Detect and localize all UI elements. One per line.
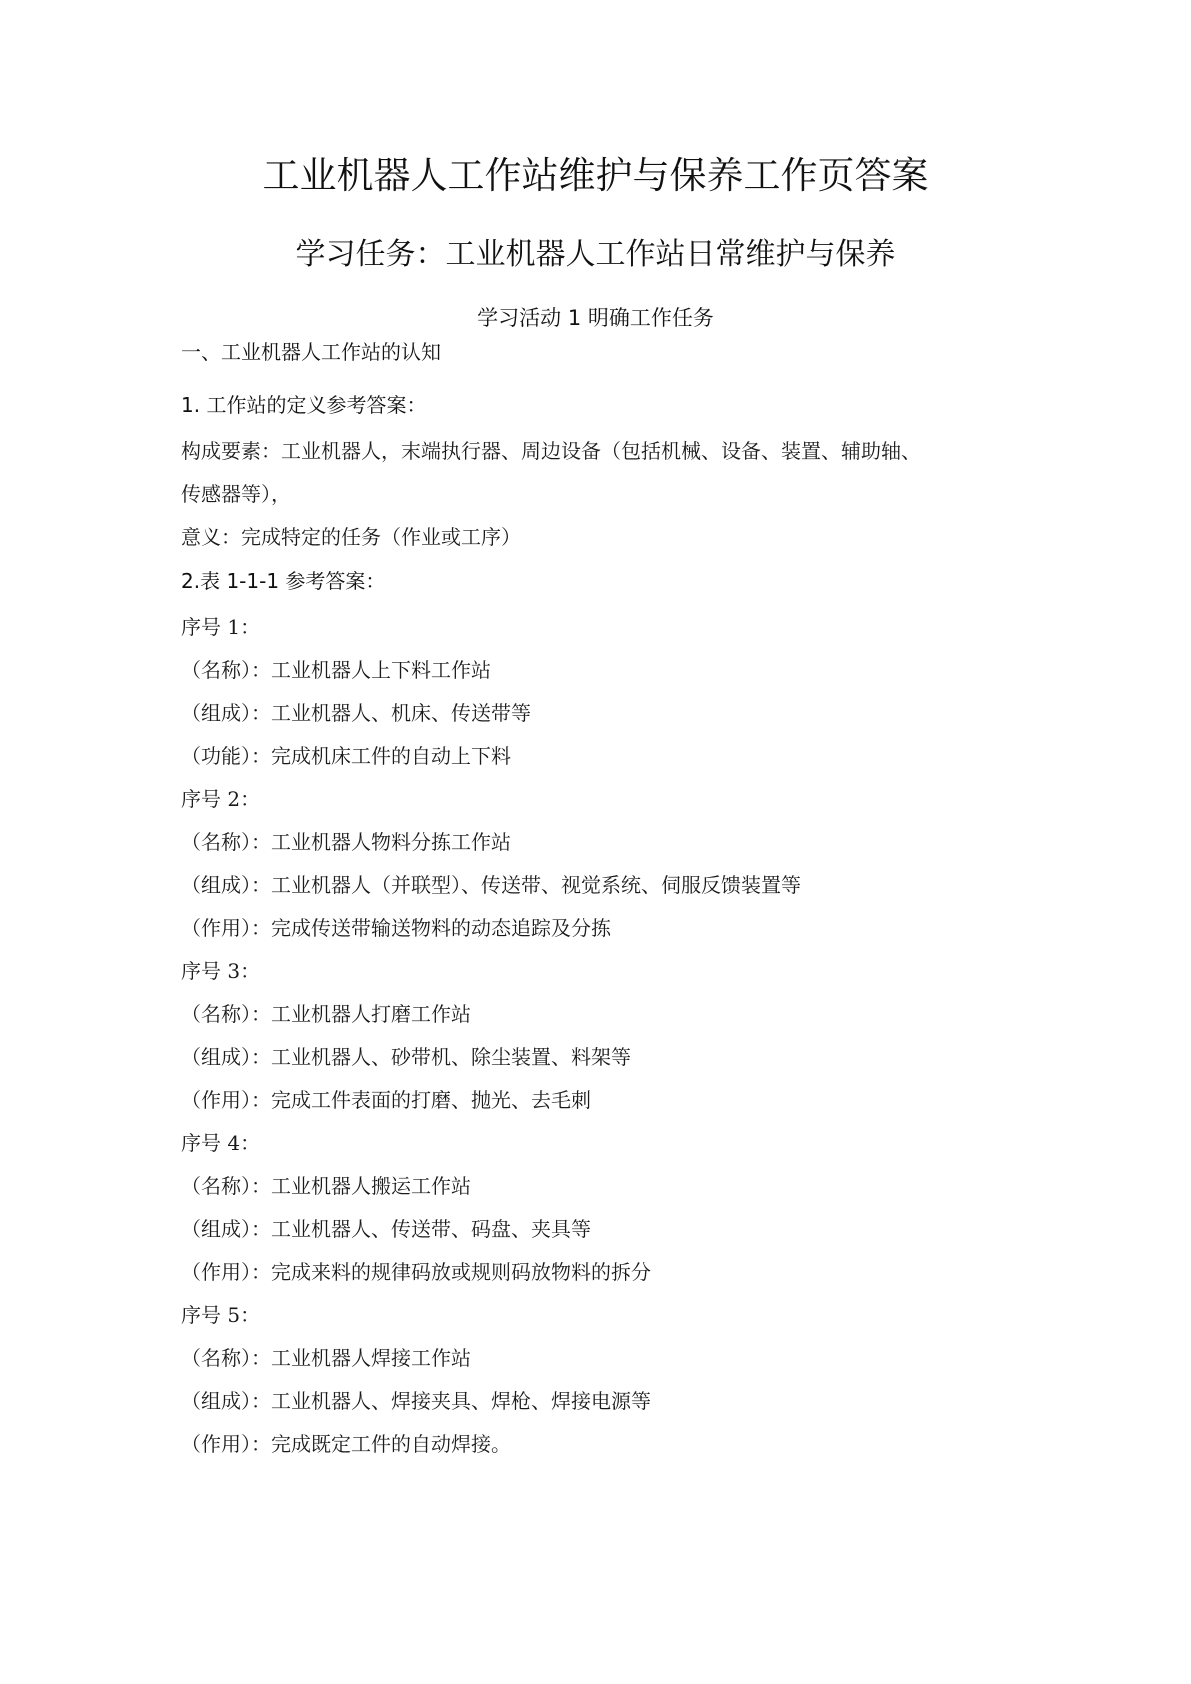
item-name: （名称）：工业机器人搬运工作站 (181, 1174, 471, 1198)
item-label: 序号 4： (181, 1131, 261, 1155)
item-function: （作用）：完成来料的规律码放或规则码放物料的拆分 (181, 1260, 651, 1284)
activity-heading: 学习活动 1 明确工作任务 (477, 306, 714, 330)
item-function: （功能）：完成机床工件的自动上下料 (181, 744, 511, 768)
item-label: 序号 5： (181, 1303, 261, 1327)
item-name: （名称）：工业机器人打磨工作站 (181, 1002, 471, 1026)
question-1-heading: 1. 工作站的定义参考答案： (181, 393, 427, 417)
item-function: （作用）：完成工件表面的打磨、抛光、去毛刺 (181, 1088, 591, 1112)
item-composition: （组成）：工业机器人、焊接夹具、焊枪、焊接电源等 (181, 1389, 651, 1413)
item-label: 序号 3： (181, 959, 261, 983)
item-label: 序号 2： (181, 787, 261, 811)
item-composition: （组成）：工业机器人、机床、传送带等 (181, 701, 531, 725)
document-title: 工业机器人工作站维护与保养工作页答案 (262, 154, 929, 197)
section-heading: 一、工业机器人工作站的认知 (181, 340, 441, 364)
q1-answer-line: 传感器等）， (181, 482, 291, 506)
item-function: （作用）：完成既定工件的自动焊接。 (181, 1432, 511, 1456)
q1-answer-line: 构成要素：工业机器人，末端执行器、周边设备（包括机械、设备、装置、辅助轴、 (181, 439, 921, 463)
item-composition: （组成）：工业机器人（并联型）、传送带、视觉系统、伺服反馈装置等 (181, 873, 801, 897)
item-label: 序号 1： (181, 615, 261, 639)
question-2-heading: 2.表 1-1-1 参考答案： (181, 569, 386, 593)
q1-answer-line: 意义：完成特定的任务（作业或工序） (181, 525, 521, 549)
item-name: （名称）：工业机器人焊接工作站 (181, 1346, 471, 1370)
task-subtitle: 学习任务：工业机器人工作站日常维护与保养 (295, 237, 896, 272)
item-name: （名称）：工业机器人物料分拣工作站 (181, 830, 511, 854)
item-function: （作用）：完成传送带输送物料的动态追踪及分拣 (181, 916, 611, 940)
item-composition: （组成）：工业机器人、传送带、码盘、夹具等 (181, 1217, 591, 1241)
item-composition: （组成）：工业机器人、砂带机、除尘装置、料架等 (181, 1045, 631, 1069)
item-name: （名称）：工业机器人上下料工作站 (181, 658, 491, 682)
